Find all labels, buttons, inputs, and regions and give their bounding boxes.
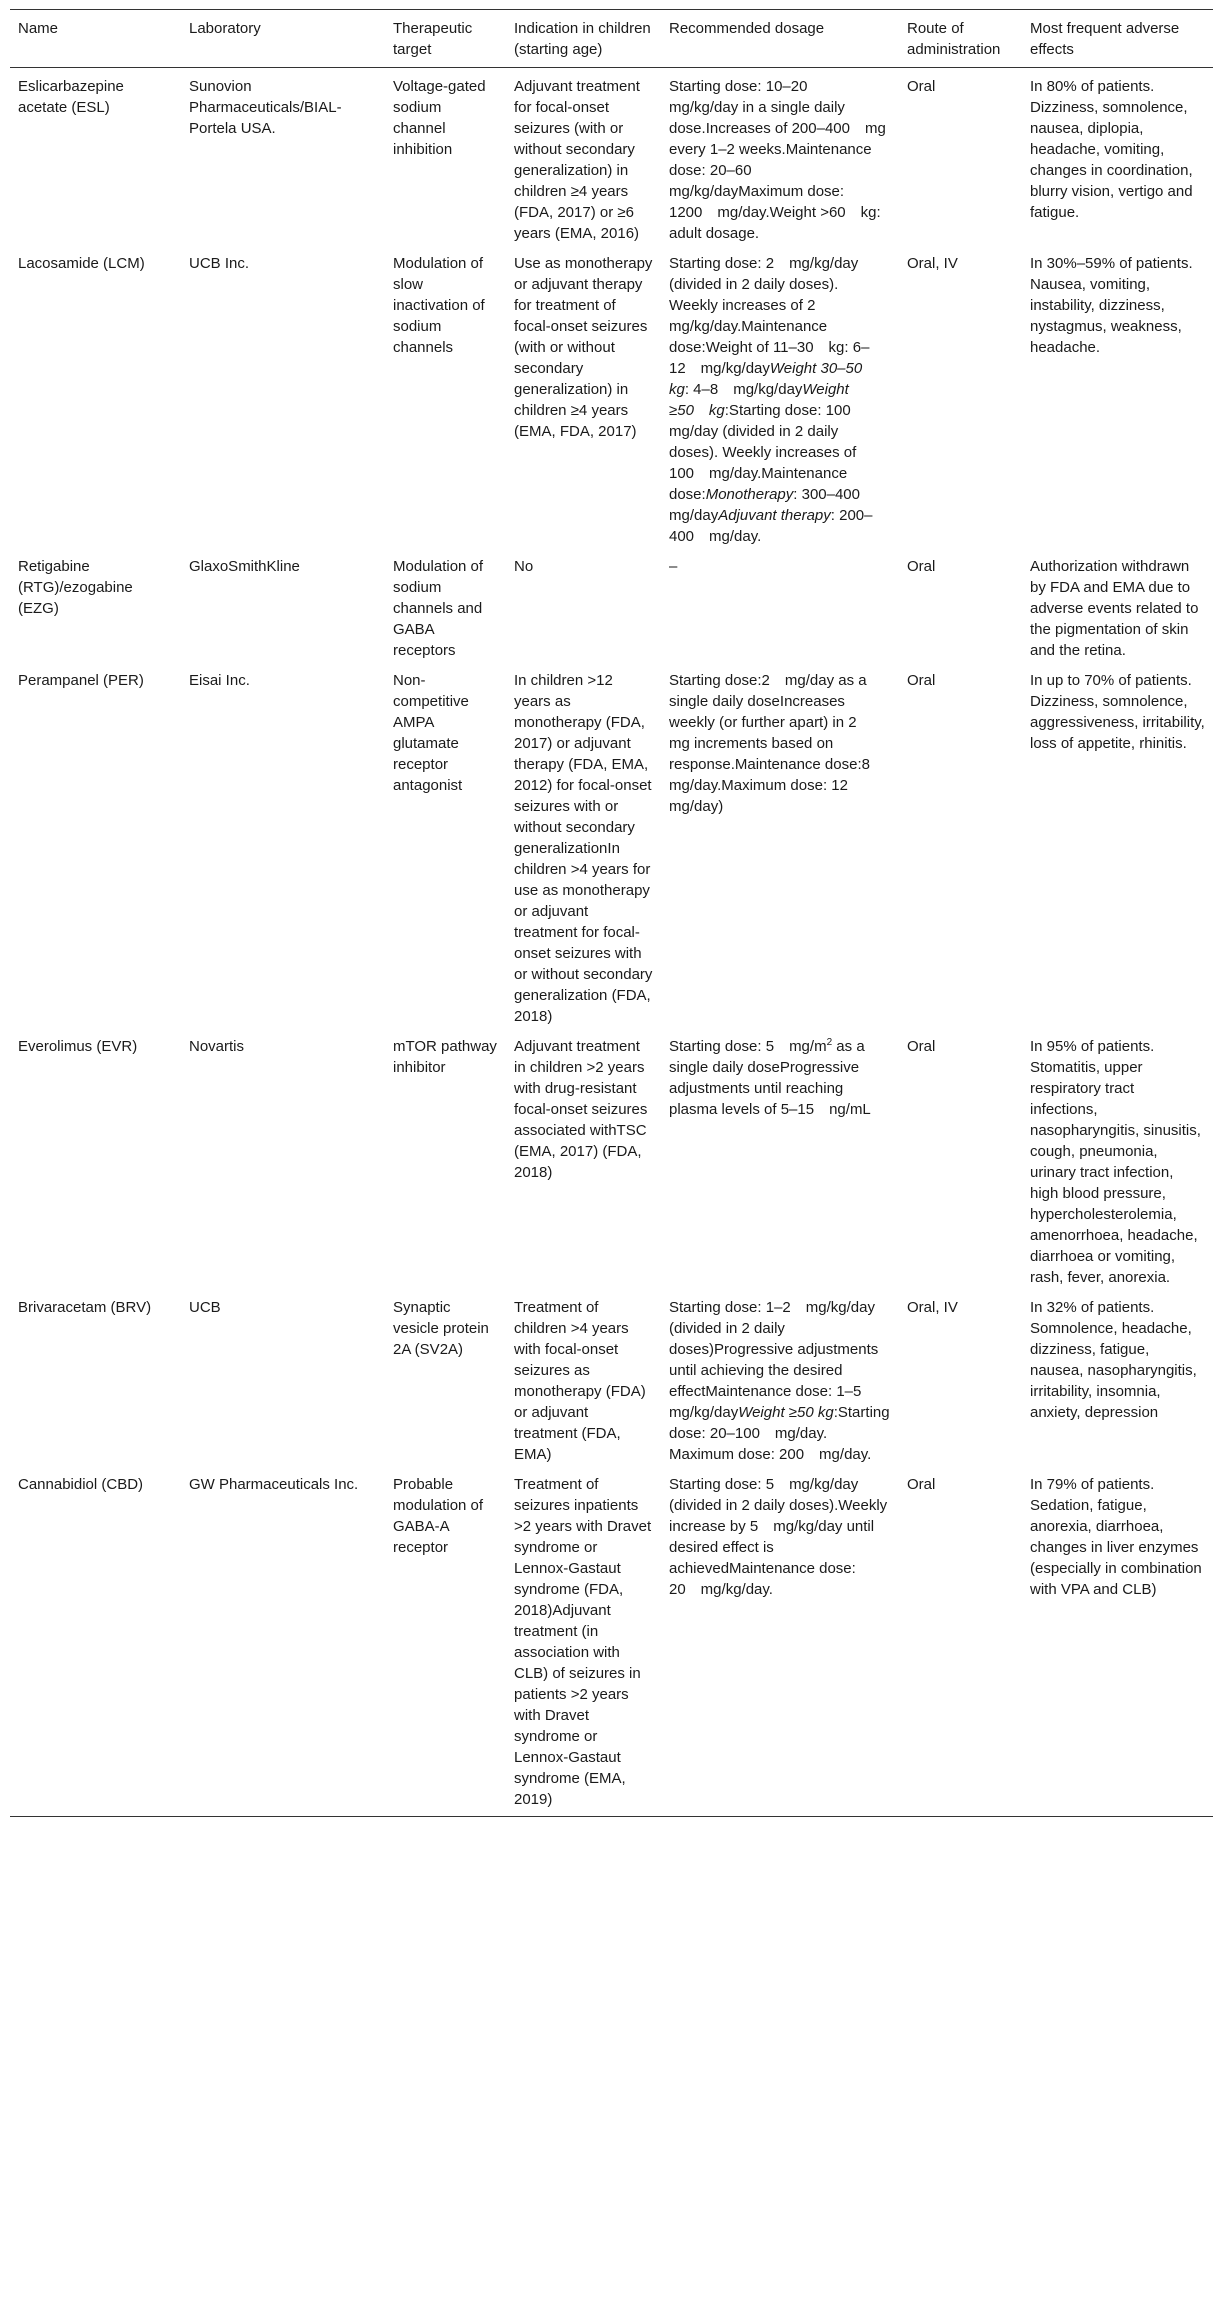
dosage-text: as a single daily doseProgressive adjustments until reaching plasma levels of 5–15 ng/mL xyxy=(669,1038,871,1118)
cell-dosage xyxy=(661,249,899,552)
dosage-text: : 200–400 mg/day. xyxy=(669,507,873,545)
table-row xyxy=(10,1470,1213,1817)
cell-indication: In children >12 years as monotherapy (FDA, 2017) or adjuvant therapy (FDA, EMA, 2012) for focal-onset seizures with or without secondary generalizationIn children >4 years for use as monotherapy or adjuvant treatment for focal-onset seizures with or without secondary generalization (FDA, 2018) xyxy=(514,672,653,1025)
table-row xyxy=(10,68,1213,250)
cell-adverse: In 80% of patients. Dizziness, somnolence, nausea, diplopia, headache, vomiting, changes in coordination, blurry vision, vertigo and fatigue. xyxy=(1030,78,1193,221)
cell-target: Modulation of sodium channels and GABA receptors xyxy=(393,558,484,659)
cell-adverse: In 95% of patients. Stomatitis, upper respiratory tract infections, nasopharyngitis, sinusitis, cough, pneumonia, urinary tract infection, high blood pressure, hypercholesterolemia, amenorrhoea, headache, diarrhoea or vomiting, rash, fever, anorexia. xyxy=(1030,1038,1201,1286)
cell-adverse: Authorization withdrawn by FDA and EMA due to adverse events related to the pigmentation of skin and the retina. xyxy=(1030,558,1199,659)
header-dosage: Recommended dosage xyxy=(661,10,899,68)
header-row xyxy=(10,10,1213,68)
dosage-text: :Starting dose: 100 mg/day (divided in 2 daily doses). Weekly increases of 100 mg/day.Maintenance dose: xyxy=(669,402,866,503)
cell-dosage xyxy=(661,1293,899,1470)
cell-name: Retigabine (RTG)/ezogabine (EZG) xyxy=(18,558,133,617)
cell-target: Modulation of slow inactivation of sodium channels xyxy=(393,255,485,356)
header-therapeutic-target: Therapeutic target xyxy=(385,10,506,68)
table-row xyxy=(10,552,1213,666)
cell-laboratory: Eisai Inc. xyxy=(189,672,250,689)
dosage-text: :Starting dose: 20–100 mg/day. Maximum dose: 200 mg/day. xyxy=(669,1404,890,1463)
superscript: 2 xyxy=(826,1037,833,1048)
document-page xyxy=(10,9,1213,1817)
dosage-text: Starting dose: 2 mg/kg/day (divided in 2 daily doses). Weekly increases of 2 mg/kg/day.Maintenance dose:Weight of 11–30 kg: 6–12 mg/kg/day xyxy=(669,255,870,377)
cell-name: Lacosamide (LCM) xyxy=(18,255,145,272)
table-row xyxy=(10,1032,1213,1293)
cell-adverse: In 32% of patients. Somnolence, headache, dizziness, fatigue, nausea, nasopharyngitis, irritability, insomnia, anxiety, depression xyxy=(1030,1299,1197,1421)
header-indication: Indication in children (starting age) xyxy=(506,10,661,68)
header-laboratory: Laboratory xyxy=(181,10,385,68)
cell-laboratory: GlaxoSmithKline xyxy=(189,558,300,575)
cell-indication: Treatment of seizures inpatients >2 years with Dravet syndrome or Lennox-Gastaut syndrome (FDA, 2018)Adjuvant treatment (in association with CLB) of seizures in patients >2 years with Dravet syndrome or Lennox-Gastaut syndrome (EMA, 2019) xyxy=(506,1470,661,1817)
header-route: Route of administration xyxy=(899,10,1022,68)
cell-name: Cannabidiol (CBD) xyxy=(10,1470,181,1817)
cell-laboratory: GW Pharmaceuticals Inc. xyxy=(181,1470,385,1817)
cell-laboratory: UCB Inc. xyxy=(189,255,250,272)
cell-target: Synaptic vesicle protein 2A (SV2A) xyxy=(393,1299,489,1358)
dosage-text: Starting dose: 1–2 mg/kg/day (divided in 2 daily doses)Progressive adjustments until achieving the desired effectMaintenance dose: 1–5 mg/kg/day xyxy=(669,1299,879,1421)
cell-laboratory: UCB xyxy=(189,1299,221,1316)
cell-name: Everolimus (EVR) xyxy=(18,1038,138,1055)
drug-table xyxy=(10,9,1213,1817)
cell-dosage: – xyxy=(669,558,678,575)
cell-name: Eslicarbazepine acetate (ESL) xyxy=(18,78,124,116)
cell-route: Oral, IV xyxy=(907,255,958,272)
table-body xyxy=(10,68,1213,1817)
cell-dosage: Starting dose:2 mg/day as a single daily doseIncreases weekly (or further apart) in 2 mg increments based on response.Maintenance dose:8 mg/day.Maximum dose: 12 mg/day) xyxy=(669,672,885,815)
table-header xyxy=(10,10,1213,68)
cell-target: mTOR pathway inhibitor xyxy=(393,1038,497,1076)
dosage-text: : 4–8 mg/kg/day xyxy=(684,381,803,398)
dosage-italic: Monotherapy xyxy=(705,486,794,503)
cell-route: Oral xyxy=(907,672,936,689)
cell-indication: Adjuvant treatment in children >2 years with drug-resistant focal-onset seizures associated withTSC (EMA, 2017) (FDA, 2018) xyxy=(514,1038,648,1181)
cell-target: Probable modulation of GABA-A receptor xyxy=(385,1470,506,1817)
cell-dosage xyxy=(661,1032,899,1293)
cell-target: Non-competitive AMPA glutamate receptor antagonist xyxy=(393,672,469,794)
cell-dosage: Starting dose: 10–20 mg/kg/day in a single daily dose.Increases of 200–400 mg every 1–2 weeks.Maintenance dose: 20–60 mg/kg/dayMaximum dose: 1200 mg/day.Weight >60 kg: adult dosage. xyxy=(669,78,886,242)
cell-adverse: In 79% of patients. Sedation, fatigue, anorexia, diarrhoea, changes in liver enzymes (especially in combination with VPA and CLB) xyxy=(1022,1470,1213,1817)
cell-route: Oral xyxy=(907,558,936,575)
cell-indication: Adjuvant treatment for focal-onset seizures (with or without secondary generalization) in children ≥4 years (FDA, 2017) or ≥6 years (EMA, 2016) xyxy=(514,78,640,242)
cell-dosage: Starting dose: 5 mg/kg/day (divided in 2 daily doses).Weekly increase by 5 mg/kg/day until desired effect is achievedMaintenance dose: 20 mg/kg/day. xyxy=(661,1470,899,1817)
dosage-text: Starting dose: 5 mg/m xyxy=(669,1038,827,1055)
dosage-italic: Adjuvant therapy xyxy=(718,507,831,524)
header-name: Name xyxy=(10,10,181,68)
cell-target: Voltage-gated sodium channel inhibition xyxy=(393,78,486,158)
dosage-italic: Weight ≥50 kg xyxy=(669,381,849,419)
table-row xyxy=(10,666,1213,1032)
dosage-italic: Weight ≥50 kg xyxy=(738,1404,834,1421)
dosage-italic: Weight 30–50 kg xyxy=(669,360,878,398)
cell-indication: Use as monotherapy or adjuvant therapy for treatment of focal-onset seizures (with or without secondary generalization) in children ≥4 years (EMA, FDA, 2017) xyxy=(514,255,653,440)
table-row xyxy=(10,249,1213,552)
cell-adverse: In 30%–59% of patients. Nausea, vomiting, instability, dizziness, nystagmus, weakness, headache. xyxy=(1030,255,1193,356)
header-adverse-effects: Most frequent adverse effects xyxy=(1022,10,1213,68)
cell-route: Oral xyxy=(899,1470,1022,1817)
table-row xyxy=(10,1293,1213,1470)
cell-route: Oral xyxy=(907,78,936,95)
cell-name: Perampanel (PER) xyxy=(18,672,144,689)
cell-laboratory: Sunovion Pharmaceuticals/BIAL-Portela USA. xyxy=(189,78,342,137)
cell-laboratory: Novartis xyxy=(189,1038,245,1055)
cell-indication: Treatment of children >4 years with focal-onset seizures as monotherapy (FDA) or adjuvant treatment (FDA, EMA) xyxy=(514,1299,646,1463)
cell-route: Oral xyxy=(907,1038,936,1055)
cell-route: Oral, IV xyxy=(907,1299,958,1316)
cell-name: Brivaracetam (BRV) xyxy=(18,1299,152,1316)
dosage-text: : 300–400 mg/day xyxy=(669,486,875,524)
cell-adverse: In up to 70% of patients. Dizziness, somnolence, aggressiveness, irritability, loss of appetite, rhinitis. xyxy=(1030,672,1205,752)
cell-indication: No xyxy=(514,558,534,575)
